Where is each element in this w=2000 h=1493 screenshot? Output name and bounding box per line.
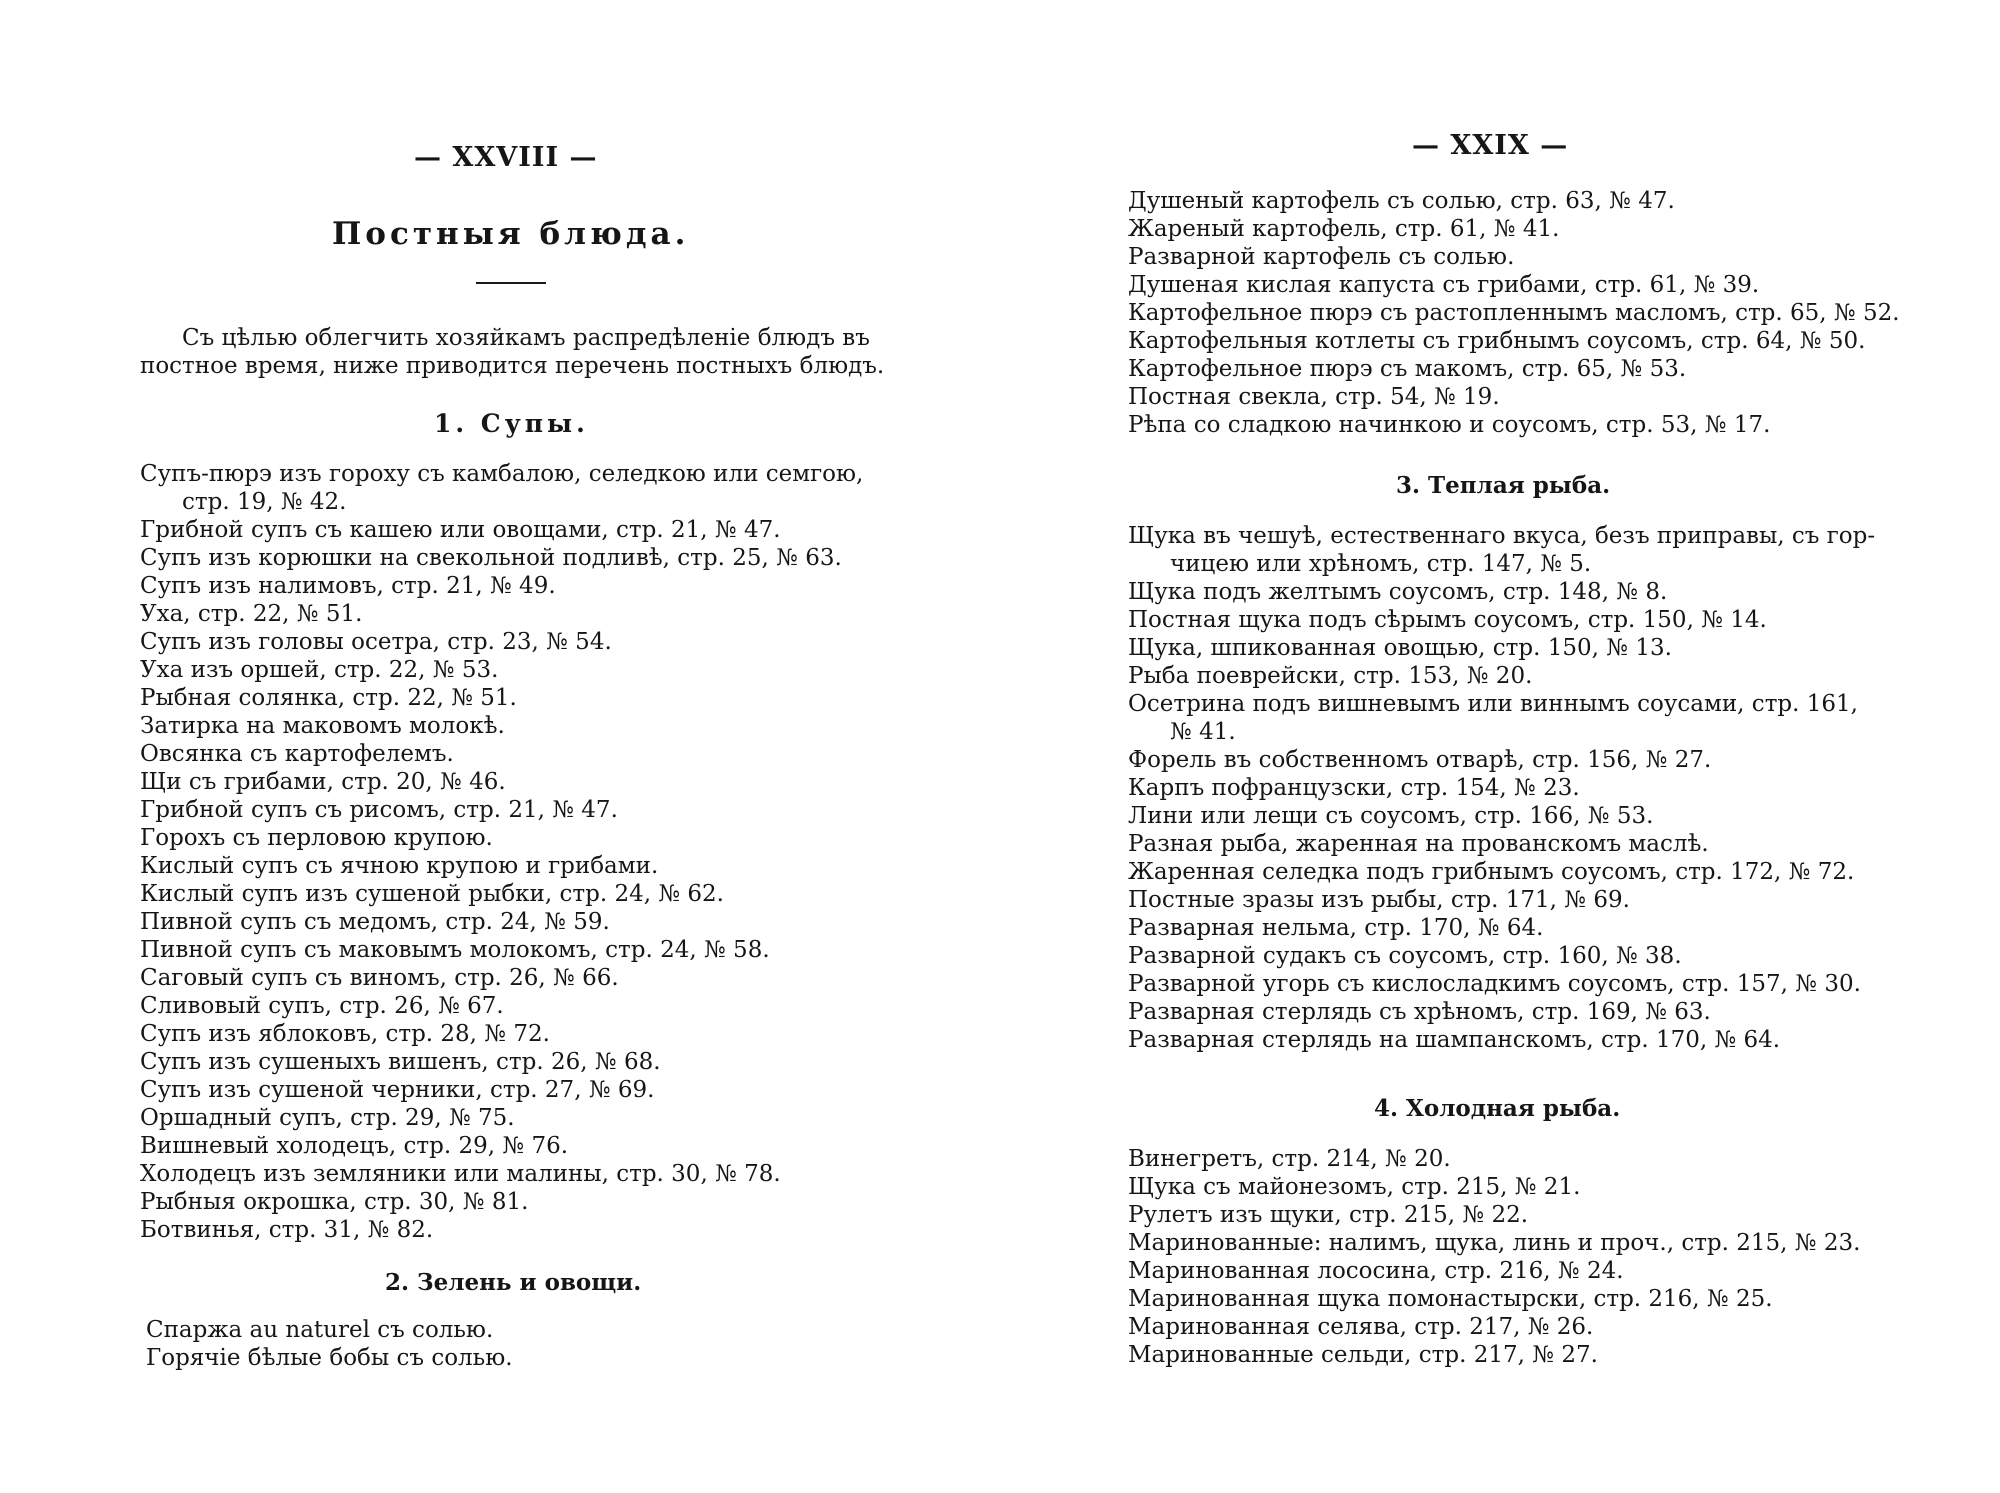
list-item: Жареный картофель, стр. 61, № 41. xyxy=(1128,216,1560,242)
list-item: Супъ изъ сушеныхъ вишенъ, стр. 26, № 68. xyxy=(140,1049,661,1075)
section-heading-cold-fish: 4. Холодная рыба. xyxy=(1374,1095,1621,1122)
list-item: Вишневый холодецъ, стр. 29, № 76. xyxy=(140,1133,569,1159)
list-item: Овсянка съ картофелемъ. xyxy=(140,741,454,767)
list-item: Разная рыба, жаренная на прованскомъ маслѣ. xyxy=(1128,831,1709,857)
list-item: Затирка на маковомъ молокѣ. xyxy=(140,713,505,739)
list-item: Рыбная солянка, стр. 22, № 51. xyxy=(140,685,517,711)
list-item: Супъ изъ яблоковъ, стр. 28, № 72. xyxy=(140,1021,550,1047)
list-item: Душеный картофель съ солью, стр. 63, № 47. xyxy=(1128,188,1675,214)
list-item: Рулетъ изъ щуки, стр. 215, № 22. xyxy=(1128,1202,1529,1228)
title-divider xyxy=(476,282,546,284)
list-item: Уха изъ оршей, стр. 22, № 53. xyxy=(140,657,499,683)
section-heading-soups: 1. Супы. xyxy=(434,409,589,438)
list-item: Пивной супъ съ маковымъ молокомъ, стр. 24, № 58. xyxy=(140,937,770,963)
page-number: — XXVIII — xyxy=(414,142,598,173)
soups-list xyxy=(140,460,863,1244)
list-item: Супъ изъ головы осетра, стр. 23, № 54. xyxy=(140,629,612,655)
list-item: Супъ изъ корюшки на свекольной подливѣ, стр. 25, № 63. xyxy=(140,545,842,571)
page-title: Постныя блюда. xyxy=(332,216,690,252)
greens-list xyxy=(146,1316,513,1372)
list-item: Рѣпа со сладкою начинкою и соусомъ, стр. 53, № 17. xyxy=(1128,412,1771,438)
list-item: Супъ изъ сушеной черники, стр. 27, № 69. xyxy=(140,1077,655,1103)
greens-continued-list xyxy=(1128,187,1900,439)
list-item: Разварная нельма, стр. 170, № 64. xyxy=(1128,915,1544,941)
list-item: Щука подъ желтымъ соусомъ, стр. 148, № 8. xyxy=(1128,579,1668,605)
list-item: Разварной судакъ съ соусомъ, стр. 160, № 38. xyxy=(1128,943,1682,969)
page-number: — XXIX — xyxy=(1412,130,1569,161)
list-item: стр. 19, № 42. xyxy=(182,489,347,515)
list-item: Маринованные: налимъ, щука, линь и проч., стр. 215, № 23. xyxy=(1128,1230,1861,1256)
section-heading-greens: 2. Зелень и овощи. xyxy=(385,1269,642,1296)
list-item: Щука въ чешуѣ, естественнаго вкуса, безъ приправы, съ гор- xyxy=(1128,523,1876,549)
list-item: Холодецъ изъ земляники или малины, стр. 30, № 78. xyxy=(140,1161,781,1187)
list-item: Супъ-пюрэ изъ гороху съ камбалою, селедкою или семгою, xyxy=(140,461,864,487)
list-item: Саговый супъ съ виномъ, стр. 26, № 66. xyxy=(140,965,619,991)
list-item: Щука, шпикованная овощью, стр. 150, № 13. xyxy=(1128,635,1672,661)
intro-line: Съ цѣлью облегчить хозяйкамъ распредѣленіе блюдъ въ xyxy=(182,325,870,351)
list-item: Форель въ собственномъ отварѣ, стр. 156, № 27. xyxy=(1128,747,1712,773)
list-item: Маринованная лососина, стр. 216, № 24. xyxy=(1128,1258,1624,1284)
cold-fish-list xyxy=(1128,1145,1860,1369)
section-heading-warm-fish: 3. Теплая рыба. xyxy=(1396,472,1611,499)
list-item: Маринованные сельди, стр. 217, № 27. xyxy=(1128,1342,1598,1368)
list-item: Кислый супъ съ ячною крупою и грибами. xyxy=(140,853,659,879)
list-item: Уха, стр. 22, № 51. xyxy=(140,601,363,627)
intro-line: постное время, ниже приводится перечень постныхъ блюдъ. xyxy=(140,353,885,379)
list-item: Картофельное пюрэ съ растопленнымъ масломъ, стр. 65, № 52. xyxy=(1128,300,1900,326)
list-item: Оршадный супъ, стр. 29, № 75. xyxy=(140,1105,515,1131)
list-item: Супъ изъ налимовъ, стр. 21, № 49. xyxy=(140,573,556,599)
list-item: Жаренная селедка подъ грибнымъ соусомъ, стр. 172, № 72. xyxy=(1128,859,1855,885)
list-item: Разварной картофель съ солью. xyxy=(1128,244,1515,270)
list-item: Щи съ грибами, стр. 20, № 46. xyxy=(140,769,506,795)
list-item: Душеная кислая капуста съ грибами, стр. 61, № 39. xyxy=(1128,272,1760,298)
warm-fish-list xyxy=(1128,522,1875,1054)
list-item: Маринованная щука помонастырски, стр. 216, № 25. xyxy=(1128,1286,1773,1312)
intro-paragraph xyxy=(140,324,884,380)
list-item: Постная щука подъ сѣрымъ соусомъ, стр. 150, № 14. xyxy=(1128,607,1767,633)
list-item: № 41. xyxy=(1170,719,1236,745)
list-item: Разварная стерлядь на шампанскомъ, стр. 170, № 64. xyxy=(1128,1027,1781,1053)
right-page xyxy=(1000,0,2000,1493)
list-item: Разварная стерлядь съ хрѣномъ, стр. 169, № 63. xyxy=(1128,999,1711,1025)
list-item: Щука съ майонезомъ, стр. 215, № 21. xyxy=(1128,1174,1581,1200)
list-item: Маринованная селява, стр. 217, № 26. xyxy=(1128,1314,1594,1340)
list-item: Рыба поеврейски, стр. 153, № 20. xyxy=(1128,663,1533,689)
list-item: Сливовый супъ, стр. 26, № 67. xyxy=(140,993,504,1019)
list-item: чицею или хрѣномъ, стр. 147, № 5. xyxy=(1170,551,1592,577)
list-item: Горохъ съ перловою крупою. xyxy=(140,825,493,851)
list-item: Кислый супъ изъ сушеной рыбки, стр. 24, № 62. xyxy=(140,881,724,907)
list-item: Рыбныя окрошка, стр. 30, № 81. xyxy=(140,1189,529,1215)
list-item: Осетрина подъ вишневымъ или виннымъ соусами, стр. 161, xyxy=(1128,691,1858,717)
list-item: Постные зразы изъ рыбы, стр. 171, № 69. xyxy=(1128,887,1630,913)
list-item: Грибной супъ съ кашею или овощами, стр. 21, № 47. xyxy=(140,517,781,543)
list-item: Картофельныя котлеты съ грибнымъ соусомъ, стр. 64, № 50. xyxy=(1128,328,1866,354)
list-item: Карпъ пофранцузски, стр. 154, № 23. xyxy=(1128,775,1580,801)
list-item: Винегретъ, стр. 214, № 20. xyxy=(1128,1146,1451,1172)
list-item: Грибной супъ съ рисомъ, стр. 21, № 47. xyxy=(140,797,618,823)
list-item: Постная свекла, стр. 54, № 19. xyxy=(1128,384,1500,410)
list-item: Спаржа au naturel съ солью. xyxy=(146,1317,494,1343)
list-item: Картофельное пюрэ съ макомъ, стр. 65, № 53. xyxy=(1128,356,1687,382)
list-item: Пивной супъ съ медомъ, стр. 24, № 59. xyxy=(140,909,610,935)
list-item: Лини или лещи съ соусомъ, стр. 166, № 53. xyxy=(1128,803,1654,829)
list-item: Горячіе бѣлые бобы съ солью. xyxy=(146,1345,513,1371)
list-item: Ботвинья, стр. 31, № 82. xyxy=(140,1217,434,1243)
list-item: Разварной угорь съ кислосладкимъ соусомъ, стр. 157, № 30. xyxy=(1128,971,1861,997)
